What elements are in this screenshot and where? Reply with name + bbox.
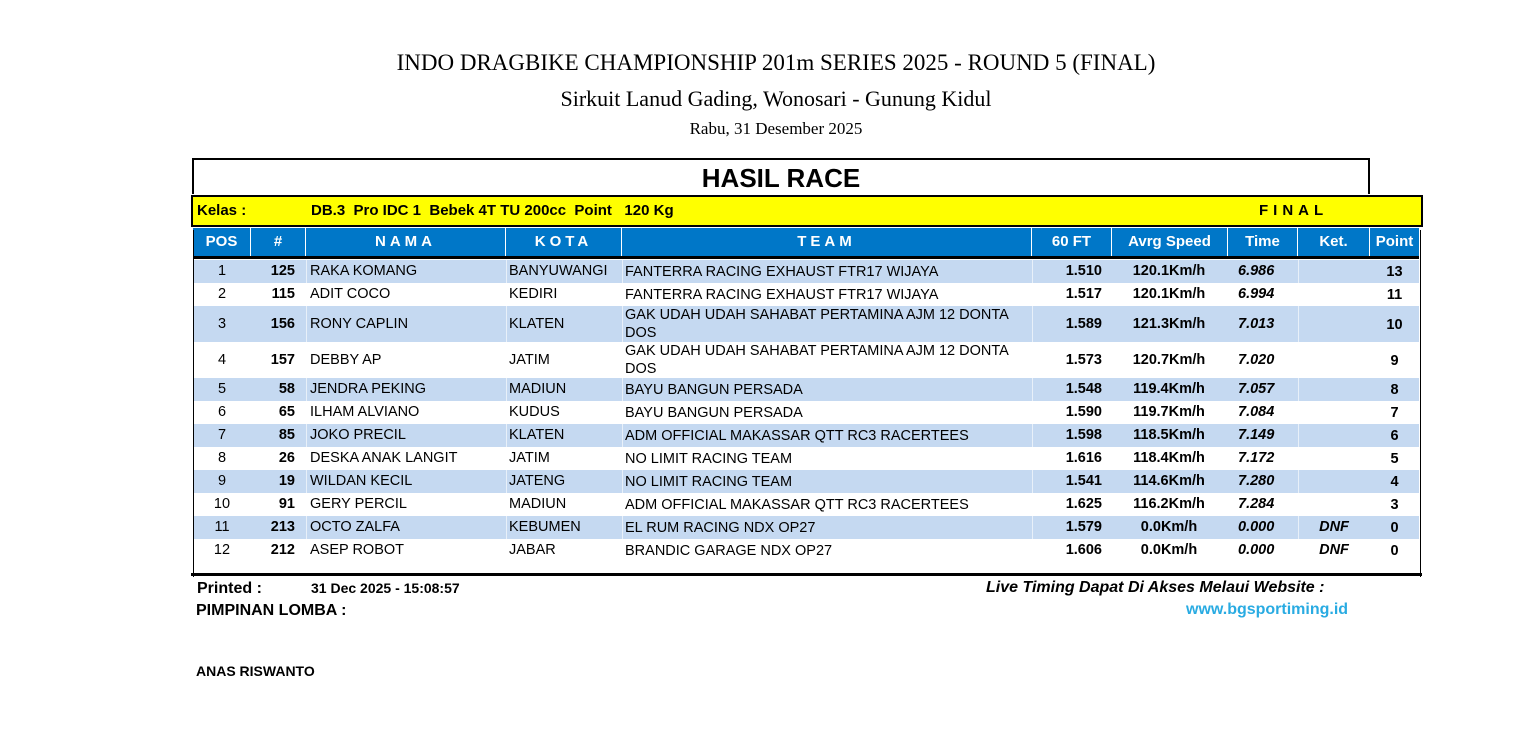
row-pos: 10 (213, 496, 231, 512)
row-kota: JATIM (509, 352, 550, 368)
stage-label: FINAL (1259, 202, 1329, 219)
row-60ft: 1.606 (1065, 542, 1102, 558)
col-speed: Avrg Speed (1112, 228, 1228, 256)
row-60ft: 1.517 (1065, 286, 1102, 302)
row-point: 6 (1390, 428, 1399, 444)
column-divider (506, 539, 507, 562)
signatory-name: ANAS RISWANTO (196, 663, 315, 679)
row-number: 157 (270, 352, 295, 368)
column-divider (1032, 516, 1033, 539)
row-time: 7.084 (1238, 404, 1275, 420)
column-divider (306, 306, 307, 342)
kelas-value: DB.3 Pro IDC 1 Bebek 4T TU 200cc Point 120 Kg (311, 202, 674, 219)
pimpinan-label: PIMPINAN LOMBA : (196, 602, 347, 619)
row-speed: 119.4Km/h (1133, 381, 1205, 397)
event-venue: Sirkuit Lanud Gading, Wonosari - Gunung Kidul (560, 86, 992, 111)
row-team: FANTERRA RACING EXHAUST FTR17 WIJAYA (625, 287, 939, 303)
row-nama: ILHAM ALVIANO (310, 404, 420, 420)
row-time: 7.172 (1238, 450, 1275, 466)
event-date: Rabu, 31 Desember 2025 (689, 119, 863, 138)
row-nama: RONY CAPLIN (310, 316, 409, 332)
column-divider (622, 470, 623, 493)
row-kota: KLATEN (509, 427, 565, 443)
row-point: 10 (1386, 317, 1403, 333)
row-point: 8 (1390, 382, 1399, 398)
row-kota: MADIUN (509, 496, 567, 512)
column-divider (306, 283, 307, 306)
column-divider (1298, 516, 1299, 539)
table-bottom-border (191, 573, 1422, 576)
row-team: ADM OFFICIAL MAKASSAR QTT RC3 RACERTEES (625, 497, 969, 513)
column-divider (622, 493, 623, 516)
row-pos: 6 (217, 404, 227, 420)
col-point: Point (1375, 233, 1414, 250)
column-divider (1298, 306, 1299, 342)
website-link[interactable]: www.bgsportiming.id (1186, 601, 1349, 618)
row-60ft: 1.616 (1065, 450, 1102, 466)
row-speed: 118.5Km/h (1133, 427, 1205, 443)
row-time: 7.057 (1238, 381, 1275, 397)
column-divider (1032, 401, 1033, 424)
row-number: 125 (270, 263, 295, 279)
row-point: 13 (1386, 264, 1403, 280)
row-team: BAYU BANGUN PERSADA (625, 405, 803, 421)
col-ket: Ket. (1298, 228, 1370, 256)
row-number: 58 (278, 381, 295, 397)
row-kota: KUDUS (509, 404, 560, 420)
column-divider (1298, 378, 1299, 401)
column-divider (1298, 447, 1299, 470)
column-divider (506, 260, 507, 283)
row-team: EL RUM RACING NDX OP27 (625, 520, 816, 536)
row-kota: MADIUN (509, 381, 567, 397)
row-time: 7.149 (1238, 427, 1275, 443)
row-60ft: 1.510 (1065, 263, 1102, 279)
col-60ft: 60 FT (1032, 228, 1112, 256)
row-kota: KEDIRI (509, 286, 558, 302)
row-ket: DNF (1319, 519, 1349, 535)
row-number: 65 (278, 404, 295, 420)
column-divider (1298, 342, 1299, 378)
row-nama: OCTO ZALFA (310, 519, 400, 535)
row-speed: 120.7Km/h (1132, 352, 1206, 368)
row-kota: BANYUWANGI (509, 263, 608, 279)
table-border (1420, 230, 1421, 577)
row-number: 115 (271, 286, 295, 302)
row-pos: 11 (214, 519, 230, 535)
column-divider (1032, 493, 1033, 516)
column-divider (622, 378, 623, 401)
printed-label: Printed : (197, 580, 262, 597)
column-divider (506, 378, 507, 401)
row-team: BRANDIC GARAGE NDX OP27 (625, 543, 833, 559)
row-nama: ADIT COCO (310, 286, 391, 302)
row-speed: 119.7Km/h (1133, 404, 1205, 420)
table-header (193, 228, 1419, 259)
row-point: 0 (1390, 520, 1399, 536)
column-divider (306, 447, 307, 470)
column-divider (506, 493, 507, 516)
column-divider (1032, 539, 1033, 562)
live-timing-note: Live Timing Dapat Di Akses Melaui Website : (986, 579, 1325, 596)
row-time: 7.013 (1238, 316, 1275, 332)
col-team: TEAM (622, 228, 1032, 256)
row-team: ADM OFFICIAL MAKASSAR QTT RC3 RACERTEES (625, 428, 969, 444)
column-divider (506, 401, 507, 424)
row-team-continued: DOS (625, 361, 657, 377)
row-team: NO LIMIT RACING TEAM (625, 474, 793, 490)
column-divider (622, 401, 623, 424)
column-divider (506, 424, 507, 447)
row-pos: 4 (217, 352, 227, 368)
row-pos: 9 (217, 473, 227, 489)
column-divider (306, 539, 307, 562)
row-60ft: 1.598 (1065, 427, 1102, 443)
row-speed: 118.4Km/h (1133, 450, 1205, 466)
row-kota: JABAR (509, 542, 556, 558)
column-divider (306, 493, 307, 516)
row-pos: 8 (217, 450, 227, 466)
table-row (193, 283, 1419, 306)
table-row (193, 447, 1419, 470)
column-divider (1298, 470, 1299, 493)
row-number: 156 (270, 316, 295, 332)
column-divider (306, 470, 307, 493)
row-nama: JENDRA PEKING (310, 381, 427, 397)
column-divider (306, 260, 307, 283)
row-nama: JOKO PRECIL (310, 427, 406, 443)
row-team: NO LIMIT RACING TEAM (625, 451, 793, 467)
row-ket: DNF (1319, 542, 1349, 558)
row-speed: 120.1Km/h (1132, 263, 1206, 279)
row-60ft: 1.573 (1065, 352, 1102, 368)
table-border (193, 230, 194, 577)
row-time: 6.994 (1238, 286, 1275, 302)
col-kota: KOTA (506, 228, 622, 256)
column-divider (306, 516, 307, 539)
row-time: 0.000 (1238, 542, 1275, 558)
column-divider (1032, 260, 1033, 283)
row-nama: WILDAN KECIL (310, 473, 413, 489)
column-divider (622, 516, 623, 539)
row-60ft: 1.541 (1065, 473, 1102, 489)
row-pos: 2 (217, 286, 227, 302)
row-speed: 121.3Km/h (1132, 316, 1206, 332)
row-number: 91 (278, 496, 295, 512)
column-divider (1032, 424, 1033, 447)
column-divider (506, 342, 507, 378)
row-time: 7.284 (1238, 496, 1275, 512)
row-speed: 0.0Km/h (1140, 519, 1198, 535)
column-divider (1032, 378, 1033, 401)
table-row (193, 306, 1419, 342)
row-60ft: 1.590 (1065, 404, 1102, 420)
column-divider (306, 378, 307, 401)
row-nama: DESKA ANAK LANGIT (310, 450, 458, 466)
row-number: 85 (278, 427, 295, 443)
row-pos: 12 (213, 542, 231, 558)
row-speed: 114.6Km/h (1133, 473, 1205, 489)
table-row (193, 424, 1419, 447)
row-speed: 116.2Km/h (1133, 496, 1205, 512)
row-team: GAK UDAH UDAH SAHABAT PERTAMINA AJM 12 DONTA (625, 343, 1009, 359)
column-divider (622, 342, 623, 378)
event-title: INDO DRAGBIKE CHAMPIONSHIP 201m SERIES 2025 - ROUND 5 (FINAL) (396, 50, 1156, 75)
column-divider (506, 306, 507, 342)
column-divider (1032, 306, 1033, 342)
column-divider (622, 447, 623, 470)
column-divider (622, 260, 623, 283)
table-row (193, 516, 1419, 539)
row-60ft: 1.625 (1065, 496, 1102, 512)
row-point: 4 (1390, 474, 1399, 490)
row-number: 26 (278, 450, 295, 466)
row-pos: 1 (217, 263, 227, 279)
table-row (193, 493, 1419, 516)
row-team: BAYU BANGUN PERSADA (625, 382, 803, 398)
col-number: # (251, 228, 306, 256)
table-row (193, 539, 1419, 562)
row-time: 6.986 (1238, 263, 1275, 279)
table-row (193, 378, 1419, 401)
column-divider (1298, 539, 1299, 562)
column-divider (622, 306, 623, 342)
col-pos: POS (193, 228, 251, 256)
column-divider (506, 283, 507, 306)
row-pos: 5 (217, 381, 227, 397)
result-title: HASIL RACE (192, 158, 1370, 194)
row-team: FANTERRA RACING EXHAUST FTR17 WIJAYA (625, 264, 939, 280)
column-divider (1298, 424, 1299, 447)
row-point: 9 (1390, 353, 1399, 369)
row-kota: KLATEN (509, 316, 565, 332)
row-kota: JATENG (509, 473, 566, 489)
column-divider (1298, 493, 1299, 516)
column-divider (506, 447, 507, 470)
row-number: 213 (270, 519, 295, 535)
row-nama: RAKA KOMANG (310, 263, 418, 279)
table-row (193, 470, 1419, 493)
row-pos: 7 (217, 427, 227, 443)
row-point: 7 (1390, 405, 1399, 421)
row-point: 0 (1390, 543, 1399, 559)
printed-value: 31 Dec 2025 - 15:08:57 (311, 580, 460, 596)
column-divider (1032, 470, 1033, 493)
column-divider (1032, 447, 1033, 470)
column-divider (1298, 401, 1299, 424)
row-number: 19 (278, 473, 295, 489)
row-team: GAK UDAH UDAH SAHABAT PERTAMINA AJM 12 DONTA (625, 307, 1009, 323)
row-nama: GERY PERCIL (310, 496, 407, 512)
row-speed: 120.1Km/h (1132, 286, 1206, 302)
row-nama: DEBBY AP (310, 352, 382, 368)
column-divider (306, 401, 307, 424)
row-60ft: 1.579 (1065, 519, 1102, 535)
column-divider (506, 516, 507, 539)
column-divider (306, 424, 307, 447)
row-nama: ASEP ROBOT (310, 542, 405, 558)
column-divider (1298, 260, 1299, 283)
row-time: 7.280 (1238, 473, 1275, 489)
col-nama: NAMA (306, 228, 506, 256)
kelas-label: Kelas : (197, 202, 247, 219)
row-time: 0.000 (1238, 519, 1275, 535)
row-kota: JATIM (509, 450, 550, 466)
row-team-continued: DOS (625, 325, 657, 341)
table-row (193, 342, 1419, 378)
column-divider (506, 470, 507, 493)
row-point: 11 (1386, 287, 1403, 303)
table-row (193, 401, 1419, 424)
table-row (193, 260, 1419, 283)
kelas-bar (191, 195, 1423, 227)
column-divider (1032, 283, 1033, 306)
column-divider (622, 424, 623, 447)
row-pos: 3 (217, 316, 227, 332)
col-time: Time (1228, 228, 1298, 256)
row-time: 7.020 (1238, 352, 1275, 368)
row-60ft: 1.548 (1065, 381, 1102, 397)
row-60ft: 1.589 (1065, 316, 1102, 332)
row-speed: 0.0Km/h (1140, 542, 1198, 558)
row-point: 3 (1390, 497, 1399, 513)
row-number: 212 (270, 542, 295, 558)
row-kota: KEBUMEN (509, 519, 581, 535)
column-divider (1298, 283, 1299, 306)
column-divider (1032, 342, 1033, 378)
row-point: 5 (1390, 451, 1399, 467)
column-divider (622, 283, 623, 306)
column-divider (306, 342, 307, 378)
column-divider (622, 539, 623, 562)
